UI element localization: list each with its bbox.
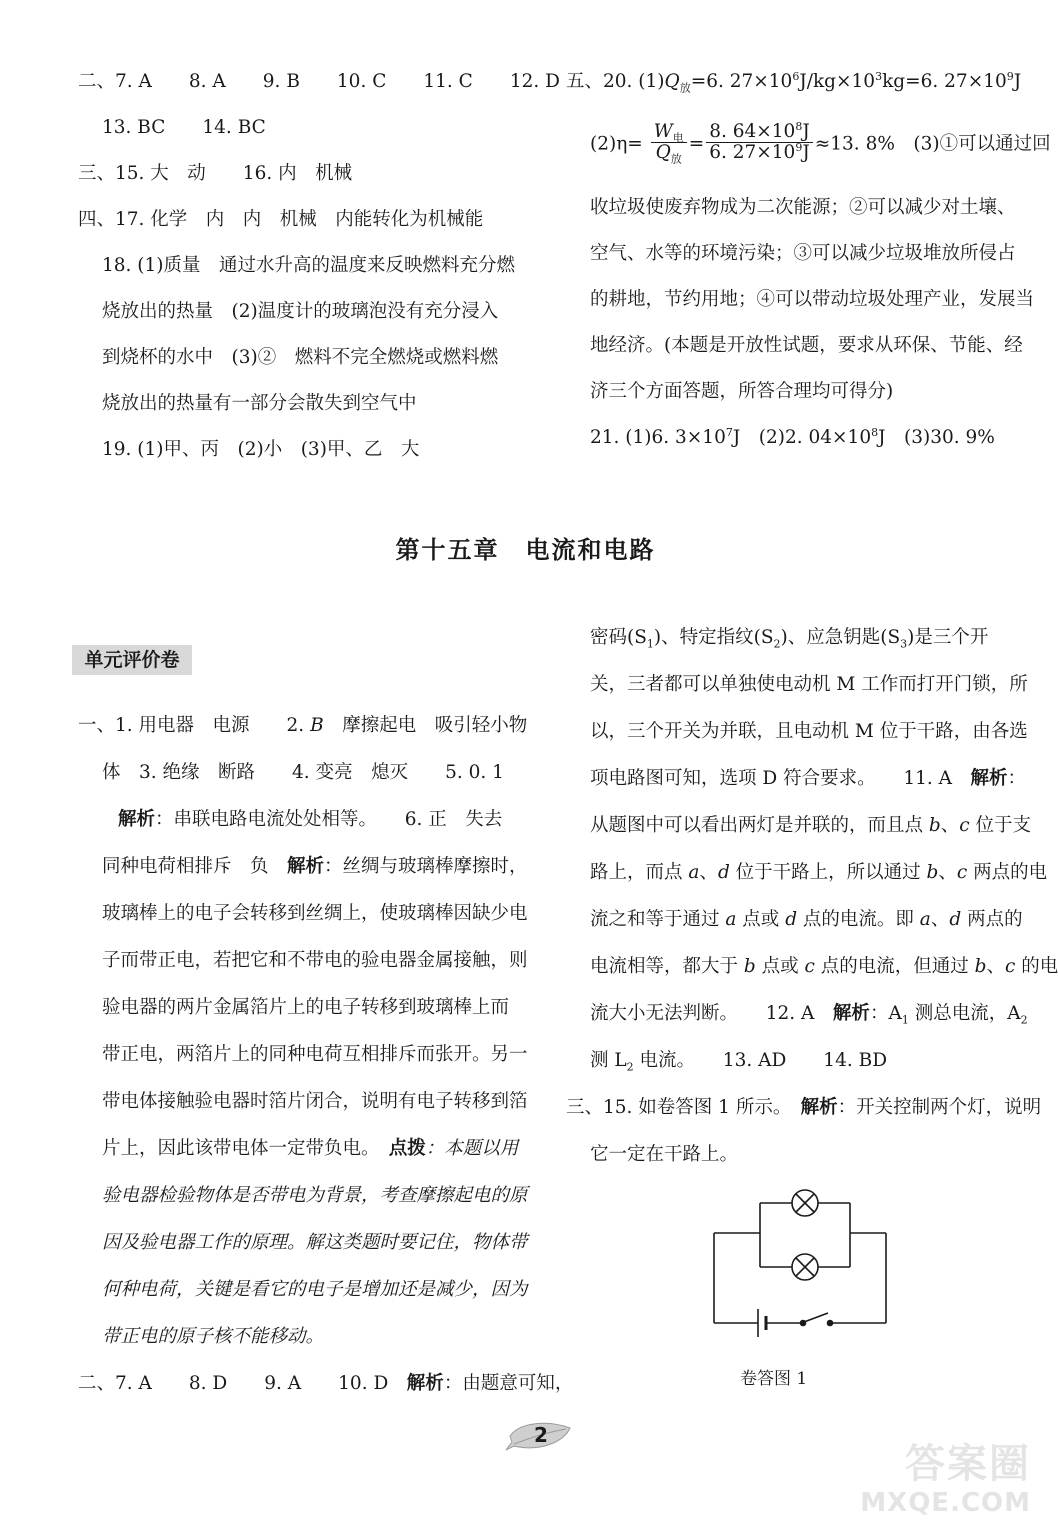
watermark-url: MXQE.COM <box>860 1488 1031 1518</box>
page-number <box>504 1418 576 1454</box>
answer-line: 片上，因此该带电体一定带负电。 点拨：本题以用 <box>102 1138 519 1159</box>
answer-line: 玻璃棒上的电子会转移到丝绸上，使玻璃棒因缺少电 <box>102 903 528 924</box>
answer-line: 同种电荷相排斥 负 解析：丝绸与玻璃棒摩擦时， <box>102 856 528 877</box>
answer-line: 带正电的原子核不能移动。 <box>102 1326 325 1347</box>
answer-line: 三、15. 如卷答图 1 所示。 解析：开关控制两个灯，说明 <box>566 1097 1042 1118</box>
answer-line: 流大小无法判断。 12. A 解析：$A_1$ 测总电流，$A_2$ <box>590 1003 1028 1027</box>
answer-line: 烧放出的热量 (2)温度计的玻璃泡没有充分浸入 <box>102 301 499 322</box>
answer-line: 项电路图可知，选项 D 符合要求。 11. A 解析： <box>590 768 1027 789</box>
answer-line: 三、15. 大 动 16. 内 机械 <box>78 163 353 184</box>
answer-line: 它一定在干路上。 <box>590 1144 739 1165</box>
answer-line: 路上，而点 a、d 位于干路上，所以通过 b、c 两点的电 <box>590 862 1048 883</box>
answer-line: 一、1. 用电器 电源 2. B 摩擦起电 吸引轻小物 <box>78 715 528 736</box>
page-number-text: 2 <box>534 1423 548 1447</box>
answer-line: 带正电，两箔片上的同种电荷互相排斥而张开。另一 <box>102 1044 528 1065</box>
answer-line: 因及验电器工作的原理。解这类题时要记住，物体带 <box>102 1232 528 1253</box>
battery-icon <box>758 1309 766 1337</box>
figure-caption: 卷答图 1 <box>740 1369 808 1389</box>
q21-line: 21. (1)6. $3\times 10^7J$ (2)2. $04\times 10^8J$ (3)30. 9% <box>590 425 995 448</box>
answer-line: 解析：串联电路电流处处相等。 6. 正 失去 <box>118 809 503 830</box>
answer-line: 收垃圾使废弃物成为二次能源；②可以减少对土壤、 <box>590 197 1016 218</box>
chapter-title: 第十五章 电流和电路 <box>395 536 656 564</box>
answer-line: 验电器检验物体是否带电为背景，考查摩擦起电的原 <box>102 1185 528 1206</box>
answer-line: 13. BC 14. BC <box>102 117 266 138</box>
answer-line: 四、17. 化学 内 内 机械 内能转化为机械能 <box>78 209 484 230</box>
value-fraction: $\frac{8. 64\times 10^8J}{6. 27\times 10^9J}$ <box>706 122 813 163</box>
answer-line: 子而带正电，若把它和不带电的验电器金属接触，则 <box>102 950 528 971</box>
answer-line: 二、7. A 8. D 9. A 10. D 解析：由题意可知， <box>78 1373 574 1394</box>
answer-line: 地经济。(本题是开放性试题，要求从环保、节能、经 <box>590 335 1023 356</box>
lamp-icon <box>792 1190 818 1216</box>
answer-line: 到烧杯的水中 (3)② 燃料不完全燃烧或燃料燃 <box>102 347 499 368</box>
answer-line: 关，三者都可以单独使电动机 M 工作而打开门锁，所 <box>590 674 1028 695</box>
answer-line: 带电体接触验电器时箔片闭合，说明有电子转移到箔 <box>102 1091 528 1112</box>
answer-line: 烧放出的热量有一部分会散失到空气中 <box>102 393 417 414</box>
answer-line: 测 $L_2$ 电流。 13. AD 14. BD <box>590 1050 888 1074</box>
watermark-text: 答案圈 <box>905 1441 1031 1487</box>
answer-line: 何种电荷，关键是看它的电子是增加还是减少，因为 <box>102 1279 528 1300</box>
circuit-diagram <box>700 1175 900 1345</box>
section-badge: 单元评价卷 <box>72 645 192 675</box>
answer-line: 的耕地，节约用地；④可以带动垃圾处理产业，发展当 <box>590 289 1035 310</box>
lamp-icon <box>792 1254 818 1280</box>
answer-line: 电流相等，都大于 b 点或 c 点的电流，但通过 b、c 的电 <box>590 956 1058 977</box>
answer-line: 济三个方面答题，所答合理均可得分) <box>590 381 894 402</box>
answer-line: 体 3. 绝缘 断路 4. 变亮 熄灭 5. 0. 1 <box>102 762 504 783</box>
answer-line: 18. (1)质量 通过水升高的温度来反映燃料充分燃 <box>102 255 516 276</box>
answer-line: 以，三个开关为并联，且电动机 M 位于干路，由各选 <box>590 721 1028 742</box>
efficiency-fraction: $\frac{W_电}{Q_放}$ <box>651 122 687 163</box>
answer-line: 密码$(S_1)$、特定指纹$(S_2)$、应急钥匙$(S_3)$是三个开 <box>590 627 989 651</box>
answer-line: 验电器的两片金属箔片上的电子转移到玻璃棒上而 <box>102 997 510 1018</box>
answer-line: 从题图中可以看出两灯是并联的，而且点 b、c 位于支 <box>590 815 1032 836</box>
watermark <box>837 1428 1037 1528</box>
q20-line1: 五、20. $(1)Q_放=6$. $27\times 10^6J/kg\times 10^3kg=6$. $27\times 10^9J$ <box>566 69 1022 95</box>
answer-line: 二、7. A 8. A 9. B 10. C 11. C 12. D <box>78 71 560 92</box>
answer-line: 19. (1)甲、丙 (2)小 (3)甲、乙 大 <box>102 439 420 460</box>
switch-icon <box>801 1313 833 1326</box>
q20-line2: (2)η= $\frac{W_电}{Q_放}$ = $\frac{8. 64\times 10^8J}{6. 27\times 10^9J}$ ≈13. 8% (3)①可以通过回 <box>590 119 1051 166</box>
answer-line: 空气、水等的环境污染；③可以减少垃圾堆放所侵占 <box>590 243 1016 264</box>
answer-line: 流之和等于通过 a 点或 d 点的电流。即 a、d 两点的 <box>590 909 1023 930</box>
